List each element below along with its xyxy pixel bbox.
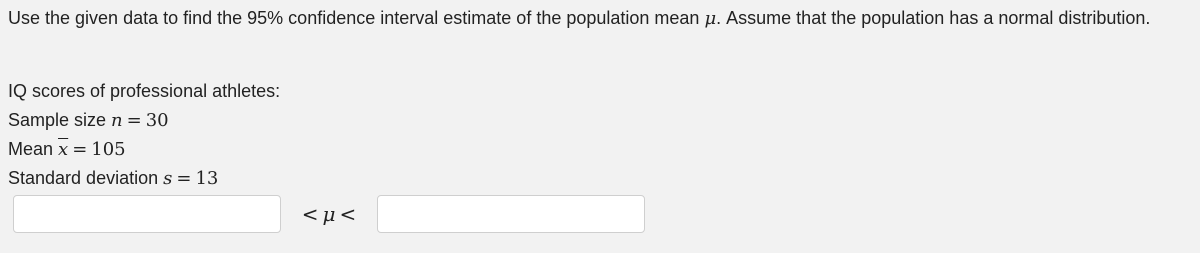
mean-line	[8, 135, 280, 164]
std-dev-symbol: s	[163, 168, 173, 189]
sample-size-value: 30	[145, 110, 169, 131]
sample-size-equals: =	[126, 110, 142, 131]
std-dev-value: 13	[195, 168, 219, 189]
answer-row	[13, 193, 645, 235]
mu-parameter: μ	[322, 202, 336, 226]
upper-bound-input[interactable]	[377, 195, 645, 233]
std-dev-label: Standard deviation	[8, 168, 164, 188]
question-text	[8, 4, 1193, 33]
mean-equals: =	[72, 139, 88, 160]
std-dev-equals: =	[176, 168, 192, 189]
less-than-right: <	[339, 202, 357, 226]
mean-symbol: $\overline{x}$	[58, 139, 69, 160]
less-than-left: <	[301, 202, 319, 226]
data-block	[8, 77, 280, 193]
mu-symbol: μ	[704, 8, 717, 29]
mean-label: Mean	[8, 139, 59, 159]
std-dev-line	[8, 164, 280, 193]
sample-size-symbol: n	[111, 110, 123, 131]
mean-value: 105	[91, 139, 126, 160]
data-heading: IQ scores of professional athletes:	[8, 81, 281, 101]
question-text-start: Use the given data to find the 95% confidence interval estimate of the population mean	[8, 8, 705, 28]
question-text-end: . Assume that the population has a normal distribution.	[716, 8, 1151, 28]
sample-size-label: Sample size	[8, 110, 112, 130]
inequality-expression	[281, 202, 377, 226]
sample-size-line	[8, 106, 280, 135]
lower-bound-input[interactable]	[13, 195, 281, 233]
